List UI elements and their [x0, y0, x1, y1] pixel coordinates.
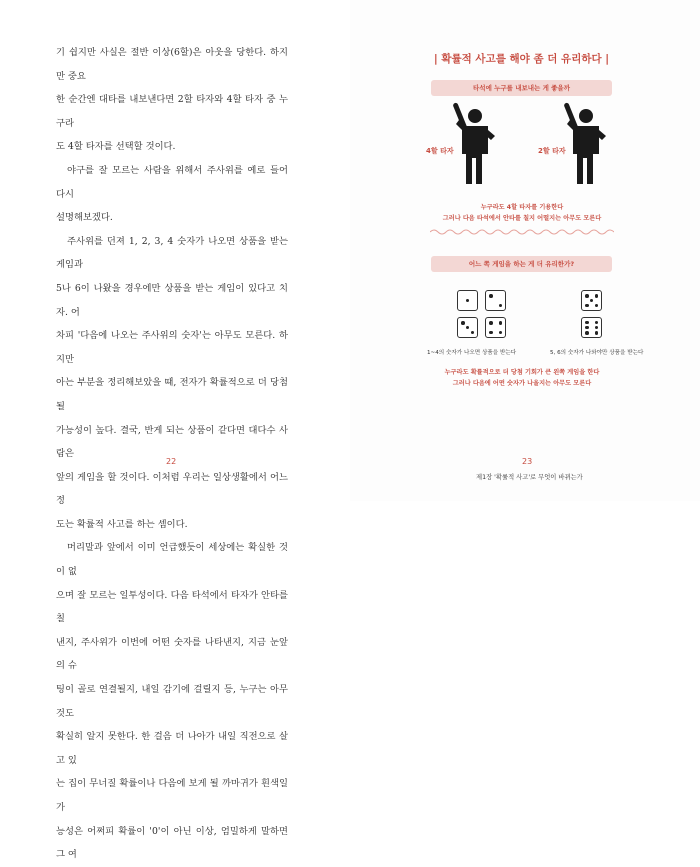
die-pip [489, 321, 493, 325]
die-pip [489, 294, 493, 298]
die-pip [585, 321, 589, 325]
note-line: 누구라도 확률적으로 더 당첨 기회가 큰 왼쪽 게임을 한다 [444, 369, 600, 376]
die-pip [499, 304, 503, 308]
paragraph-1 [56, 41, 288, 159]
die-pip [595, 326, 599, 330]
paragraph-4 [56, 536, 288, 866]
die-face-6 [581, 317, 602, 338]
question-banner-dice: 어느 쪽 게임을 하는 게 더 유리한가? [431, 256, 612, 272]
dice-caption-left: 1~4의 숫자가 나오면 상품을 받는다 [427, 350, 517, 356]
text-line: 차피 '다음에 나오는 주사위의 숫자'는 아무도 모른다. 하지만 [56, 330, 288, 365]
text-line: 팅이 골로 연결될지, 내일 감기에 걸릴지 등, 누구는 아무것도 [56, 684, 288, 719]
text-line: 설명해보겠다. [56, 212, 113, 224]
die-pip [590, 299, 594, 303]
text-line: 는 집이 무너질 확률이나 다음에 보게 될 까마귀가 흰색일 가 [56, 778, 288, 813]
die-face-5 [581, 290, 602, 311]
die-pip [595, 321, 599, 325]
text-line: 주사위를 던져 1, 2, 3, 4 숫자가 나오면 상품을 받는 게임과 [56, 235, 288, 271]
text-line: 으며 잘 모르는 일투성이다. 다음 타석에서 타자가 안타를 칠 [56, 589, 288, 625]
paragraph-2 [56, 159, 288, 230]
text-line: 낸지, 주사위가 이번에 어떤 숫자를 나타낸지, 지금 눈앞의 슈 [56, 636, 288, 672]
die-face-1 [457, 290, 478, 311]
note-line: 그러나 다음에 어떤 숫자가 나올지는 아무도 모른다 [452, 380, 592, 387]
die-face-2 [485, 290, 506, 311]
batter-icon [559, 100, 609, 186]
text-line: 능성은 어쩌피 확률이 '0'이 아닌 이상, 엄밀하게 말하면 그 여 [56, 825, 288, 861]
text-line: 앞의 게임을 할 것이다. 이처럼 우리는 일상생활에서 어느 정 [56, 471, 288, 507]
die-pip [595, 304, 599, 308]
die-pip [585, 294, 589, 298]
die-pip [585, 304, 589, 308]
die-face-4 [485, 317, 506, 338]
die-pip [595, 331, 599, 335]
die-pip [489, 331, 493, 335]
batter-label-2: 2할 타자 [538, 147, 566, 155]
text-line: 기 쉽지만 사실은 절반 이상(6할)은 아웃을 당한다. 하지만 중요 [56, 47, 288, 82]
infographic-title: | 확률적 사고를 해야 좀 더 유리하다 | [433, 53, 610, 65]
die-pip [585, 326, 589, 330]
die-pip [461, 321, 465, 325]
die-pip [499, 321, 503, 325]
question-banner-batter: 타석에 누구를 내보내는 게 좋을까 [431, 80, 612, 96]
left-page [0, 0, 350, 861]
note-line: 그러나 다음 타석에서 안타를 칠지 어떨지는 아무도 모른다 [442, 215, 602, 222]
die-pip [466, 299, 470, 303]
chapter-footer: 제1장 '확률적 사고'로 무엇이 바뀌는가 [476, 474, 583, 481]
paragraph-3 [56, 230, 288, 537]
die-pip [585, 331, 589, 335]
batter-label-4: 4할 타자 [426, 147, 454, 155]
dice-conclusion [420, 367, 624, 389]
left-page-number: 22 [166, 457, 177, 466]
text-line: 5나 6이 나왔을 경우에만 상품을 받는 게임이 있다고 치자. 어 [56, 282, 288, 318]
text-line: 한 순간엔 대타를 내보낸다면 2할 타자와 4할 타자 중 누구라 [56, 94, 288, 129]
body-text [56, 41, 288, 867]
wave-divider [430, 228, 614, 236]
text-line: 도는 확률적 사고를 하는 셈이다. [56, 518, 188, 530]
note-line: 누구라도 4할 타자를 기용한다 [480, 204, 564, 211]
die-face-3 [457, 317, 478, 338]
text-line: 아는 부분을 정리해보았을 때, 전자가 확률적으로 더 당첨될 [56, 377, 288, 412]
die-pip [595, 294, 599, 298]
text-line: 도 4할 타자를 선택할 것이다. [56, 141, 176, 153]
text-line: 확실히 알지 못한다. 한 걸음 더 나아가 내일 직전으로 살고 있 [56, 731, 288, 766]
dice-caption-right: 5, 6의 숫자가 나와야만 상품을 받는다 [550, 350, 644, 356]
text-line: 머리말과 앞에서 이미 언급했듯이 세상에는 확실한 것이 없 [56, 542, 288, 578]
right-page-number: 23 [522, 457, 533, 466]
die-pip [499, 331, 503, 335]
batter-icon [448, 100, 498, 186]
die-pip [466, 326, 470, 330]
right-page [350, 0, 700, 501]
batter-conclusion [420, 202, 624, 224]
text-line: 가능성이 높다. 결국, 반게 되는 상품이 같다면 대다수 사람은 [56, 424, 288, 460]
die-pip [471, 331, 475, 335]
text-line: 야구를 잘 모르는 사람을 위해서 주사위를 예로 들어 다시 [56, 164, 288, 200]
